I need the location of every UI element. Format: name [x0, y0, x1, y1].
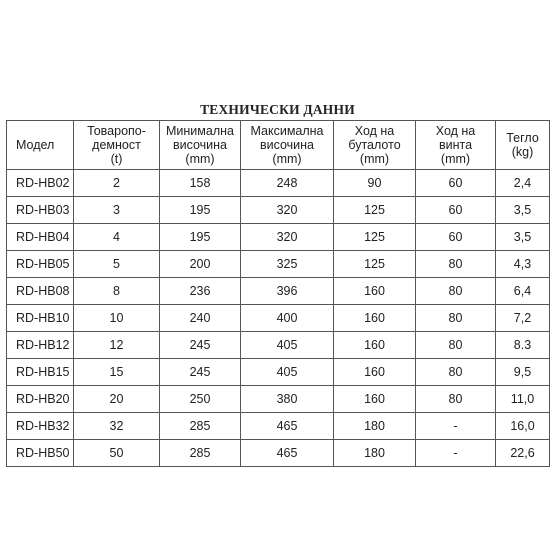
header-min-height: Минимална височина (mm): [160, 121, 241, 170]
cell-weight: 6,4: [496, 278, 550, 305]
cell-min-height: 158: [160, 170, 241, 197]
table-row: [7, 197, 550, 224]
cell-model: RD-HB10: [7, 305, 74, 332]
table-row: [7, 413, 550, 440]
technical-data-table: [6, 120, 550, 467]
cell-capacity: 50: [74, 440, 160, 467]
cell-weight: 7,2: [496, 305, 550, 332]
table-row: [7, 224, 550, 251]
cell-screw-stroke: 80: [416, 359, 496, 386]
cell-min-height: 245: [160, 332, 241, 359]
cell-piston-stroke: 125: [334, 224, 416, 251]
cell-model: RD-HB15: [7, 359, 74, 386]
cell-min-height: 285: [160, 440, 241, 467]
cell-screw-stroke: 60: [416, 197, 496, 224]
cell-max-height: 320: [241, 224, 334, 251]
cell-piston-stroke: 160: [334, 332, 416, 359]
cell-piston-stroke: 90: [334, 170, 416, 197]
cell-weight: 3,5: [496, 197, 550, 224]
cell-capacity: 10: [74, 305, 160, 332]
cell-piston-stroke: 160: [334, 359, 416, 386]
cell-max-height: 405: [241, 332, 334, 359]
cell-capacity: 4: [74, 224, 160, 251]
cell-model: RD-HB32: [7, 413, 74, 440]
cell-max-height: 465: [241, 440, 334, 467]
cell-min-height: 250: [160, 386, 241, 413]
cell-weight: 11,0: [496, 386, 550, 413]
header-capacity: Товаропо- демност (t): [74, 121, 160, 170]
cell-screw-stroke: 60: [416, 170, 496, 197]
header-max-height: Максимална височина (mm): [241, 121, 334, 170]
cell-max-height: 465: [241, 413, 334, 440]
cell-min-height: 240: [160, 305, 241, 332]
cell-capacity: 2: [74, 170, 160, 197]
cell-piston-stroke: 125: [334, 197, 416, 224]
table-row: [7, 386, 550, 413]
cell-model: RD-HB20: [7, 386, 74, 413]
cell-screw-stroke: 80: [416, 278, 496, 305]
cell-screw-stroke: 80: [416, 386, 496, 413]
cell-max-height: 325: [241, 251, 334, 278]
cell-model: RD-HB05: [7, 251, 74, 278]
table-row: [7, 305, 550, 332]
cell-weight: 22,6: [496, 440, 550, 467]
cell-max-height: 380: [241, 386, 334, 413]
cell-capacity: 20: [74, 386, 160, 413]
cell-piston-stroke: 160: [334, 386, 416, 413]
cell-screw-stroke: 60: [416, 224, 496, 251]
table-row: [7, 359, 550, 386]
cell-max-height: 405: [241, 359, 334, 386]
cell-max-height: 396: [241, 278, 334, 305]
table-body: [7, 170, 550, 467]
cell-capacity: 5: [74, 251, 160, 278]
cell-capacity: 12: [74, 332, 160, 359]
cell-weight: 8.3: [496, 332, 550, 359]
cell-model: RD-HB02: [7, 170, 74, 197]
cell-piston-stroke: 160: [334, 278, 416, 305]
cell-screw-stroke: 80: [416, 305, 496, 332]
cell-max-height: 320: [241, 197, 334, 224]
cell-capacity: 32: [74, 413, 160, 440]
cell-model: RD-HB03: [7, 197, 74, 224]
cell-weight: 16,0: [496, 413, 550, 440]
cell-screw-stroke: 80: [416, 251, 496, 278]
cell-min-height: 245: [160, 359, 241, 386]
cell-weight: 2,4: [496, 170, 550, 197]
table-row: [7, 440, 550, 467]
cell-min-height: 200: [160, 251, 241, 278]
cell-min-height: 285: [160, 413, 241, 440]
cell-capacity: 8: [74, 278, 160, 305]
cell-screw-stroke: -: [416, 413, 496, 440]
header-piston-stroke: Ход на буталото (mm): [334, 121, 416, 170]
cell-capacity: 3: [74, 197, 160, 224]
table-row: [7, 251, 550, 278]
cell-weight: 9,5: [496, 359, 550, 386]
cell-piston-stroke: 125: [334, 251, 416, 278]
cell-model: RD-HB04: [7, 224, 74, 251]
cell-piston-stroke: 180: [334, 413, 416, 440]
cell-model: RD-HB08: [7, 278, 74, 305]
cell-screw-stroke: 80: [416, 332, 496, 359]
cell-piston-stroke: 160: [334, 305, 416, 332]
cell-weight: 4,3: [496, 251, 550, 278]
header-screw-stroke: Ход на винта (mm): [416, 121, 496, 170]
cell-min-height: 195: [160, 197, 241, 224]
cell-screw-stroke: -: [416, 440, 496, 467]
cell-model: RD-HB12: [7, 332, 74, 359]
table-row: [7, 170, 550, 197]
header-row: [7, 121, 550, 170]
cell-min-height: 236: [160, 278, 241, 305]
cell-max-height: 400: [241, 305, 334, 332]
cell-model: RD-HB50: [7, 440, 74, 467]
cell-weight: 3,5: [496, 224, 550, 251]
table-row: [7, 332, 550, 359]
cell-max-height: 248: [241, 170, 334, 197]
cell-capacity: 15: [74, 359, 160, 386]
header-model: Модел: [7, 121, 74, 170]
cell-piston-stroke: 180: [334, 440, 416, 467]
header-weight: Тегло (kg): [496, 121, 550, 170]
cell-min-height: 195: [160, 224, 241, 251]
table-row: [7, 278, 550, 305]
table-title: ТЕХНИЧЕСКИ ДАННИ: [200, 102, 355, 117]
